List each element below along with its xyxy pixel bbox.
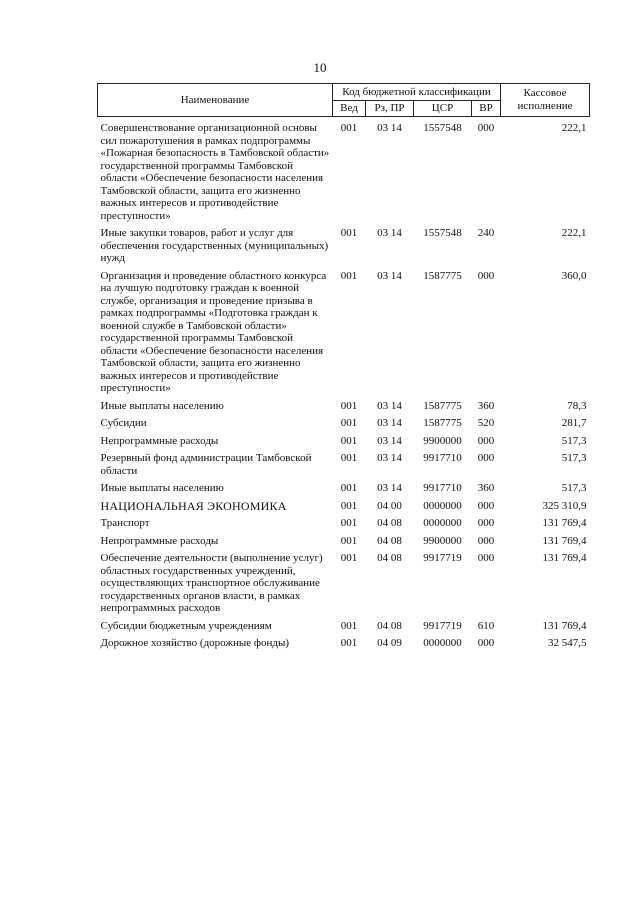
row-name: Иные выплаты населению bbox=[100, 399, 224, 412]
row-ved: 001 bbox=[340, 434, 358, 447]
row-csr: 9900000 bbox=[423, 534, 462, 547]
table-row bbox=[98, 399, 590, 417]
row-csr: 9917719 bbox=[423, 552, 462, 564]
header-csr: ЦСР bbox=[414, 101, 472, 117]
row-rz-pr: 04 08 bbox=[377, 619, 402, 632]
row-name: НАЦИОНАЛЬНАЯ ЭКОНОМИКА bbox=[100, 498, 287, 513]
row-name: Резервный фонд администрации Тамбовской области bbox=[100, 452, 312, 477]
row-csr: 0000000 bbox=[423, 637, 462, 649]
row-amount: 131 769,4 bbox=[542, 619, 587, 632]
row-vr: 000 bbox=[477, 552, 495, 564]
row-rz-pr: 03 14 bbox=[377, 434, 402, 447]
row-csr: 9900000 bbox=[423, 434, 462, 447]
row-rz-pr: 04 08 bbox=[377, 534, 402, 547]
row-name: Субсидии бюджетным учреждениям bbox=[100, 619, 272, 632]
row-rz-pr: 03 14 bbox=[377, 122, 402, 134]
row-ved: 001 bbox=[340, 227, 358, 239]
row-ved: 001 bbox=[340, 482, 358, 494]
row-csr: 9917710 bbox=[423, 482, 462, 494]
row-csr: 1587775 bbox=[423, 269, 462, 282]
row-amount: 360,0 bbox=[561, 269, 587, 282]
row-amount: 325 310,9 bbox=[542, 499, 587, 512]
row-vr: 000 bbox=[477, 637, 495, 649]
header-code-group: Код бюджетной классификации bbox=[333, 84, 501, 101]
row-amount: 78,3 bbox=[567, 399, 587, 412]
row-amount: 222,1 bbox=[561, 122, 587, 134]
row-csr: 1587775 bbox=[423, 399, 462, 412]
table-header bbox=[98, 84, 590, 117]
row-ved: 001 bbox=[340, 452, 358, 464]
row-ved: 001 bbox=[340, 269, 358, 282]
row-csr: 1587775 bbox=[423, 417, 462, 429]
row-vr: 520 bbox=[477, 417, 495, 429]
row-name: Обеспечение деятельности (выполнение услуг) областных государственных учреждений, осуществляющих транспортное обслуживание государственных органов власти, в рамках непрограммных расходов bbox=[100, 552, 323, 614]
row-rz-pr: 04 08 bbox=[377, 517, 402, 529]
row-rz-pr: 04 08 bbox=[377, 552, 402, 564]
row-rz-pr: 03 14 bbox=[377, 452, 402, 464]
row-vr: 000 bbox=[477, 452, 495, 464]
row-vr: 240 bbox=[477, 227, 495, 239]
row-name: Субсидии bbox=[100, 417, 147, 429]
row-csr: 0000000 bbox=[423, 499, 462, 512]
row-name: Транспорт bbox=[100, 517, 150, 529]
header-rz-pr: Рз, ПР bbox=[366, 101, 414, 117]
table-row bbox=[98, 481, 590, 499]
header-name: Наименование bbox=[98, 84, 333, 117]
row-vr: 360 bbox=[477, 482, 495, 494]
row-vr: 000 bbox=[477, 534, 495, 547]
table-row bbox=[98, 451, 590, 481]
row-vr: 000 bbox=[477, 499, 495, 512]
row-vr: 000 bbox=[477, 269, 495, 282]
row-ved: 001 bbox=[340, 517, 358, 529]
table-row-section bbox=[98, 499, 590, 517]
table-body bbox=[98, 117, 590, 654]
row-name: Непрограммные расходы bbox=[100, 534, 219, 547]
table-row bbox=[98, 516, 590, 534]
row-vr: 000 bbox=[477, 122, 495, 134]
row-name: Иные выплаты населению bbox=[100, 482, 224, 494]
row-rz-pr: 03 14 bbox=[377, 227, 402, 239]
row-ved: 001 bbox=[340, 499, 358, 512]
row-csr: 1557548 bbox=[423, 227, 462, 239]
row-rz-pr: 03 14 bbox=[377, 269, 402, 282]
row-csr: 0000000 bbox=[423, 517, 462, 529]
row-name: Иные закупки товаров, работ и услуг для обеспечения государственных (муниципальных) нужд bbox=[100, 227, 329, 264]
row-amount: 131 769,4 bbox=[542, 534, 587, 547]
row-name: Дорожное хозяйство (дорожные фонды) bbox=[100, 637, 290, 649]
table-row bbox=[98, 434, 590, 452]
row-rz-pr: 03 14 bbox=[377, 417, 402, 429]
header-cash-execution: Кассовое исполнение bbox=[501, 84, 590, 117]
row-csr: 9917710 bbox=[423, 452, 462, 464]
row-amount: 131 769,4 bbox=[542, 552, 587, 564]
table-row bbox=[98, 117, 590, 227]
table-row bbox=[98, 619, 590, 637]
row-amount: 131 769,4 bbox=[542, 517, 587, 529]
table-row bbox=[98, 534, 590, 552]
budget-table bbox=[97, 83, 590, 654]
row-rz-pr: 03 14 bbox=[377, 399, 402, 412]
page-number: 10 bbox=[313, 60, 327, 75]
table-row bbox=[98, 551, 590, 619]
row-ved: 001 bbox=[340, 399, 358, 412]
row-vr: 000 bbox=[477, 517, 495, 529]
table-row bbox=[98, 226, 590, 269]
row-amount: 281,7 bbox=[561, 417, 587, 429]
row-rz-pr: 04 09 bbox=[377, 637, 402, 649]
row-csr: 1557548 bbox=[423, 122, 462, 134]
row-amount: 32 547,5 bbox=[548, 637, 587, 649]
row-rz-pr: 03 14 bbox=[377, 482, 402, 494]
row-ved: 001 bbox=[340, 417, 358, 429]
row-amount: 517,3 bbox=[561, 482, 587, 494]
header-vr: ВР bbox=[472, 101, 501, 117]
row-ved: 001 bbox=[340, 122, 358, 134]
row-ved: 001 bbox=[340, 552, 358, 564]
row-amount: 222,1 bbox=[561, 227, 587, 239]
row-ved: 001 bbox=[340, 637, 358, 649]
row-amount: 517,3 bbox=[561, 452, 587, 464]
row-vr: 360 bbox=[477, 399, 495, 412]
table-row bbox=[98, 416, 590, 434]
row-csr: 9917719 bbox=[423, 619, 462, 632]
row-ved: 001 bbox=[340, 534, 358, 547]
table-row bbox=[98, 636, 590, 654]
row-name: Организация и проведение областного конкурса на лучшую подготовку граждан к военной службе, организация и проведение призыва в рамках подпрограммы «Подготовка граждан к военной службе в Тамбовской области» государственной программы Тамбовской области «Обеспечение безопасности населения Тамбовской области, защита его жизненно важных интересов и противодействие преступности» bbox=[100, 269, 327, 394]
row-name: Непрограммные расходы bbox=[100, 434, 219, 447]
table-row bbox=[98, 269, 590, 399]
row-name: Совершенствование организационной основы сил пожаротушения в рамках подпрограммы «Пожарная безопасность в Тамбовской области» государственной программы Тамбовской области «Обеспечение безопасности населения Тамбовской области, защита его жизненно важных интересов и противодействие преступности» bbox=[100, 122, 330, 222]
row-ved: 001 bbox=[340, 619, 358, 632]
row-rz-pr: 04 00 bbox=[377, 499, 402, 512]
row-amount: 517,3 bbox=[561, 434, 587, 447]
row-vr: 000 bbox=[477, 434, 495, 447]
header-ved: Вед bbox=[333, 101, 366, 117]
row-vr: 610 bbox=[477, 619, 495, 632]
